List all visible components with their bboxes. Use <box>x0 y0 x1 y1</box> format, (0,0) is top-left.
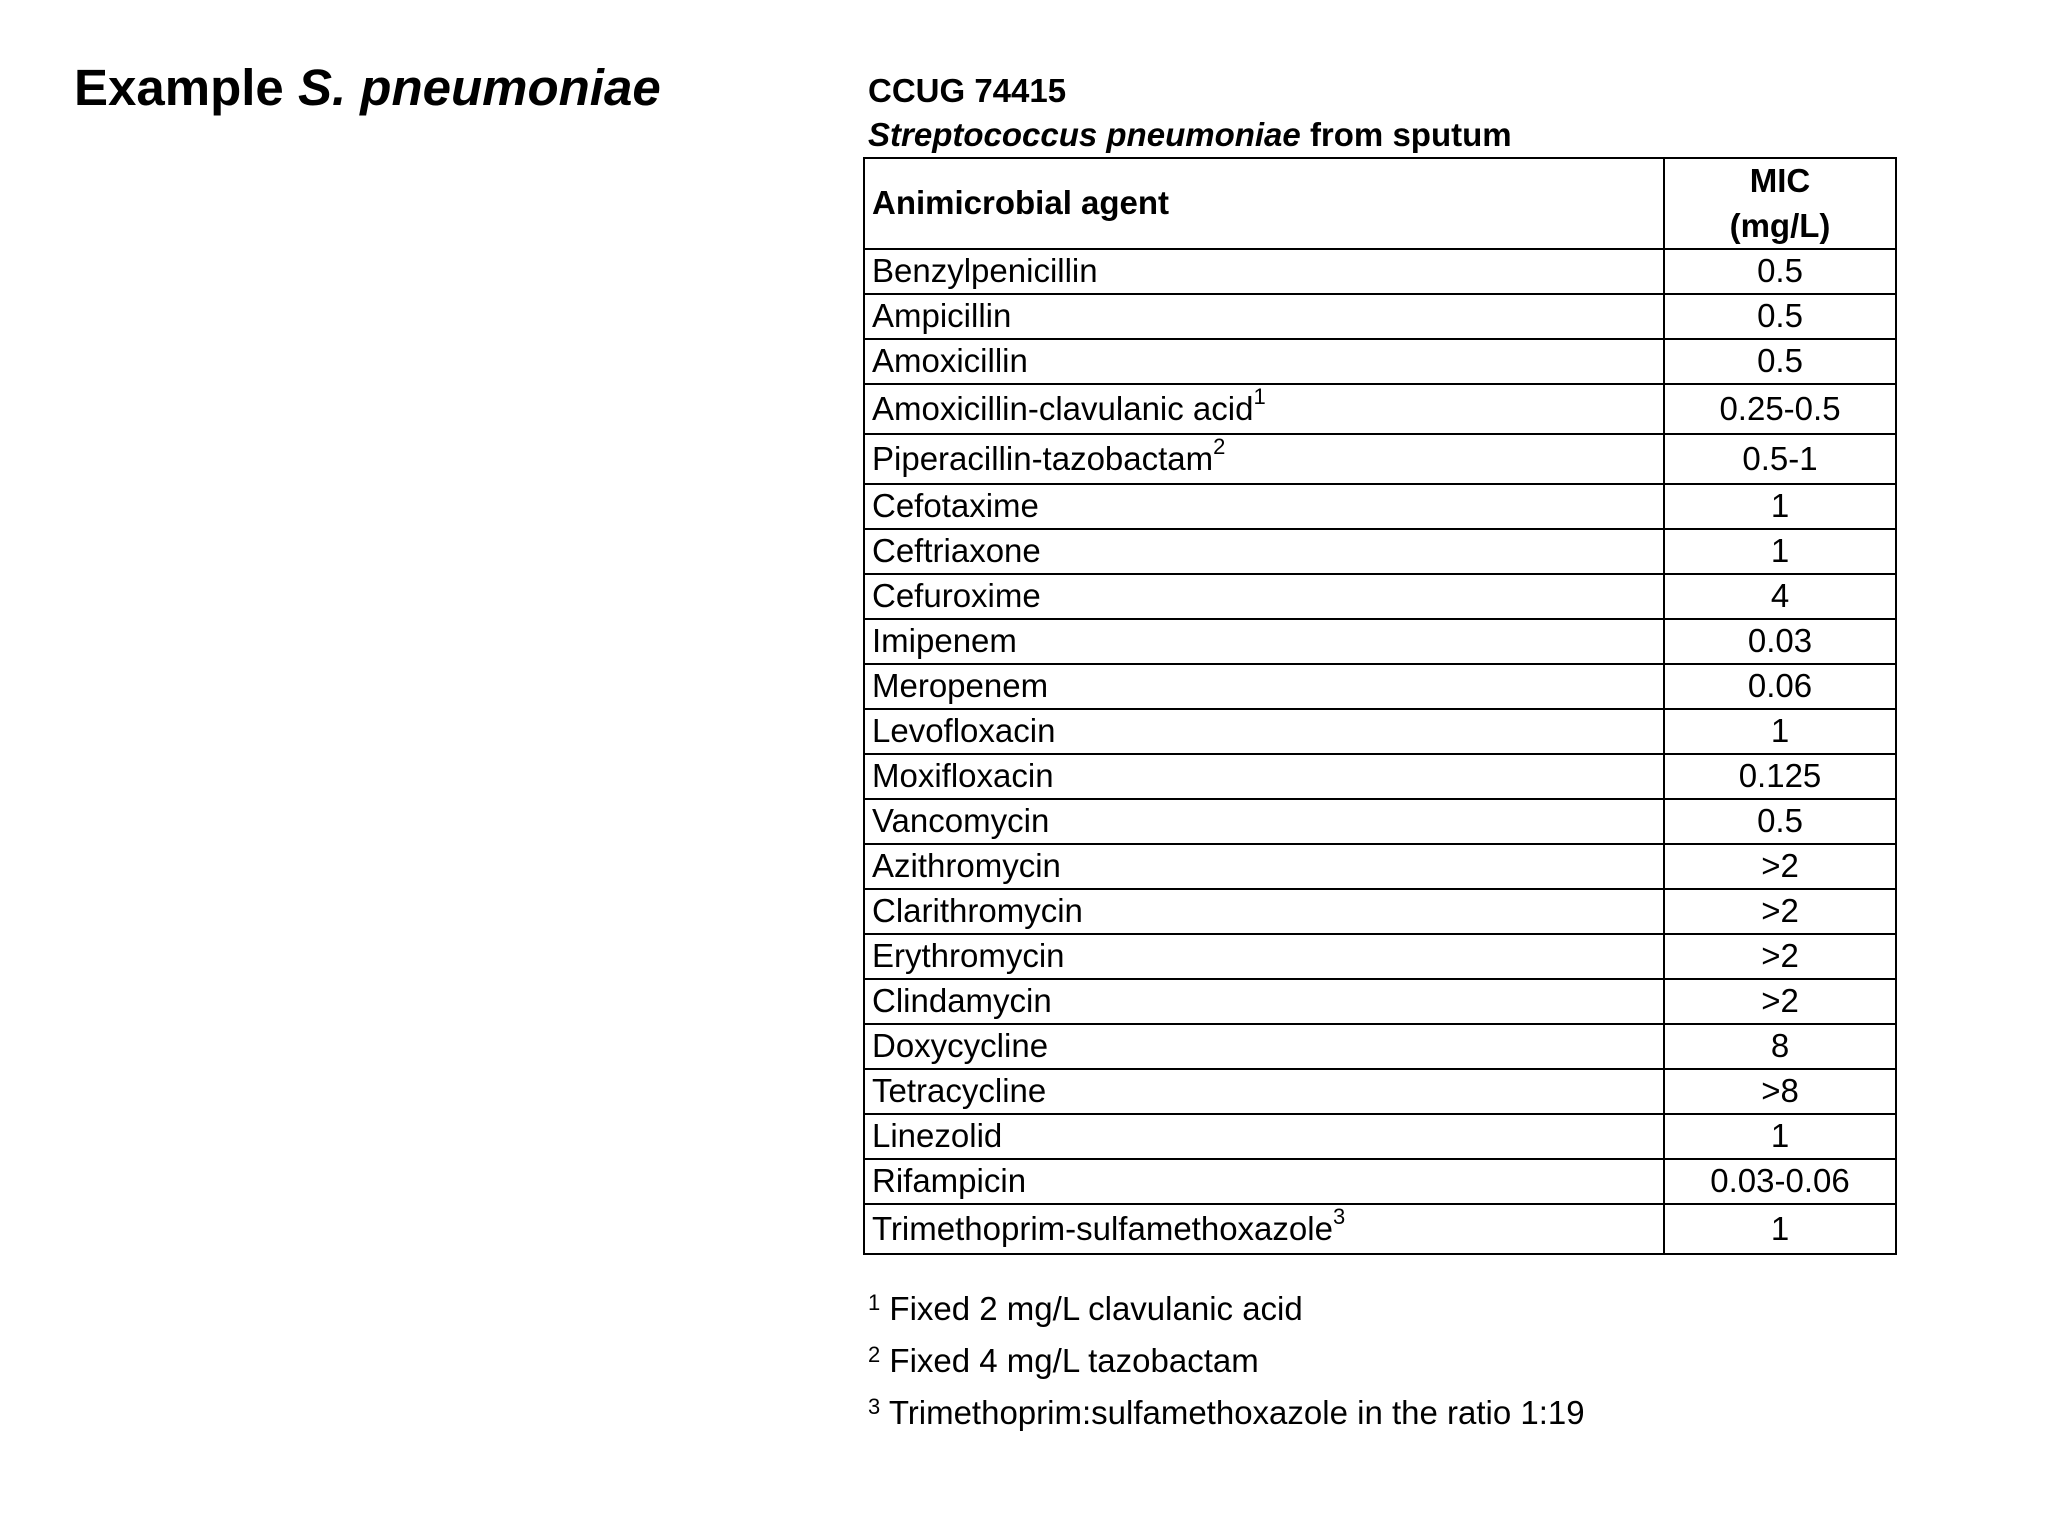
agent-name: Cefotaxime <box>872 487 1039 525</box>
agent-cell <box>864 339 1664 384</box>
agent-name: Moxifloxacin <box>872 757 1054 795</box>
footnote-2 <box>868 1335 1585 1387</box>
mic-cell: 0.5 <box>1664 294 1896 339</box>
table-row <box>864 1159 1896 1204</box>
table-row <box>864 574 1896 619</box>
agent-name: Rifampicin <box>872 1162 1027 1200</box>
table-row <box>864 1114 1896 1159</box>
agent-cell <box>864 979 1664 1024</box>
agent-cell <box>864 889 1664 934</box>
agent-name: Ceftriaxone <box>872 532 1041 570</box>
mic-cell: 0.5 <box>1664 249 1896 294</box>
table-row <box>864 979 1896 1024</box>
page-title-prefix: Example <box>74 59 284 116</box>
table-header-row <box>864 158 1896 249</box>
mic-cell: >2 <box>1664 844 1896 889</box>
agent-cell <box>864 249 1664 294</box>
table-row <box>864 294 1896 339</box>
footnote-ref: 3 <box>1332 1203 1346 1229</box>
table-row <box>864 889 1896 934</box>
agent-name: Azithromycin <box>872 847 1061 885</box>
agent-cell <box>864 574 1664 619</box>
agent-cell <box>864 1204 1664 1254</box>
mic-cell: 1 <box>1664 1204 1896 1254</box>
footnote-text: Fixed 2 mg/L clavulanic acid <box>889 1290 1303 1327</box>
mic-cell: 0.5 <box>1664 339 1896 384</box>
agent-name: Cefuroxime <box>872 577 1041 615</box>
agent-name: Doxycycline <box>872 1027 1049 1065</box>
table-row <box>864 754 1896 799</box>
agent-cell <box>864 934 1664 979</box>
agent-cell <box>864 1114 1664 1159</box>
agent-cell <box>864 799 1664 844</box>
agent-cell <box>864 1024 1664 1069</box>
agent-name: Meropenem <box>872 667 1049 705</box>
footnote-text: Fixed 4 mg/L tazobactam <box>889 1342 1259 1379</box>
agent-name: Clarithromycin <box>872 892 1083 930</box>
header-mic-line1: MIC <box>1749 162 1811 199</box>
agent-name: Erythromycin <box>872 937 1065 975</box>
mic-cell: 1 <box>1664 1114 1896 1159</box>
table-row <box>864 844 1896 889</box>
header-agent: Animicrobial agent <box>864 158 1664 249</box>
agent-cell <box>864 844 1664 889</box>
agent-cell <box>864 754 1664 799</box>
agent-name: Amoxicillin <box>872 342 1028 380</box>
header-mic <box>1664 158 1896 249</box>
mic-cell: 4 <box>1664 574 1896 619</box>
page-title <box>74 59 661 116</box>
footnote-mark: 1 <box>868 1290 881 1315</box>
mic-cell: 0.5 <box>1664 799 1896 844</box>
header-mic-line2: (mg/L) <box>1729 206 1831 244</box>
agent-name: Piperacillin-tazobactam <box>872 439 1214 477</box>
agent-cell <box>864 434 1664 484</box>
strain-species: Streptococcus pneumoniae <box>868 116 1301 153</box>
agent-name: Trimethoprim-sulfamethoxazole <box>872 1209 1333 1247</box>
footnote-1 <box>868 1283 1585 1335</box>
table-row <box>864 384 1896 434</box>
mic-cell: 0.25-0.5 <box>1664 384 1896 434</box>
footnote-mark: 3 <box>868 1394 881 1419</box>
mic-cell: 0.06 <box>1664 664 1896 709</box>
strain-description <box>868 118 1512 151</box>
agent-cell <box>864 709 1664 754</box>
agent-cell <box>864 664 1664 709</box>
agent-cell <box>864 484 1664 529</box>
table-row <box>864 664 1896 709</box>
agent-cell <box>864 529 1664 574</box>
agent-cell <box>864 1069 1664 1114</box>
footnote-ref: 1 <box>1253 383 1266 409</box>
mic-cell: >2 <box>1664 979 1896 1024</box>
agent-name: Levofloxacin <box>872 712 1056 750</box>
agent-name: Ampicillin <box>872 297 1012 335</box>
mic-cell: 0.03-0.06 <box>1664 1159 1896 1204</box>
footnotes <box>868 1283 1585 1439</box>
mic-cell: 1 <box>1664 484 1896 529</box>
agent-name: Linezolid <box>872 1117 1003 1155</box>
footnote-ref: 2 <box>1213 433 1226 459</box>
table-row <box>864 1069 1896 1114</box>
mic-cell: >2 <box>1664 889 1896 934</box>
agent-cell <box>864 1159 1664 1204</box>
agent-cell <box>864 294 1664 339</box>
mic-cell: 1 <box>1664 529 1896 574</box>
agent-name: Amoxicillin-clavulanic acid <box>872 389 1254 427</box>
table-row <box>864 1204 1896 1254</box>
table-row <box>864 934 1896 979</box>
table-row <box>864 484 1896 529</box>
footnote-mark: 2 <box>868 1342 881 1367</box>
strain-source: from sputum <box>1309 116 1512 153</box>
agent-name: Benzylpenicillin <box>872 252 1098 290</box>
mic-cell: 0.03 <box>1664 619 1896 664</box>
agent-cell <box>864 619 1664 664</box>
agent-name: Vancomycin <box>872 802 1050 840</box>
table-row <box>864 529 1896 574</box>
mic-cell: 1 <box>1664 709 1896 754</box>
table-row <box>864 249 1896 294</box>
mic-cell: >2 <box>1664 934 1896 979</box>
agent-name: Tetracycline <box>872 1072 1047 1110</box>
table-body <box>864 249 1896 1254</box>
table-row <box>864 619 1896 664</box>
footnote-3 <box>868 1387 1585 1439</box>
mic-table <box>863 157 1897 1255</box>
mic-cell: >8 <box>1664 1069 1896 1114</box>
page-title-organism: S. pneumoniae <box>297 59 661 116</box>
mic-cell: 8 <box>1664 1024 1896 1069</box>
strain-id: CCUG 74415 <box>868 72 1067 109</box>
agent-cell <box>864 384 1664 434</box>
footnote-text: Trimethoprim:sulfamethoxazole in the ratio 1:19 <box>888 1394 1585 1431</box>
table-row <box>864 434 1896 484</box>
table-row <box>864 709 1896 754</box>
agent-name: Imipenem <box>872 622 1017 660</box>
agent-name: Clindamycin <box>872 982 1052 1020</box>
mic-cell: 0.125 <box>1664 754 1896 799</box>
mic-cell: 0.5-1 <box>1664 434 1896 484</box>
table-row <box>864 339 1896 384</box>
table-row <box>864 1024 1896 1069</box>
table-row <box>864 799 1896 844</box>
